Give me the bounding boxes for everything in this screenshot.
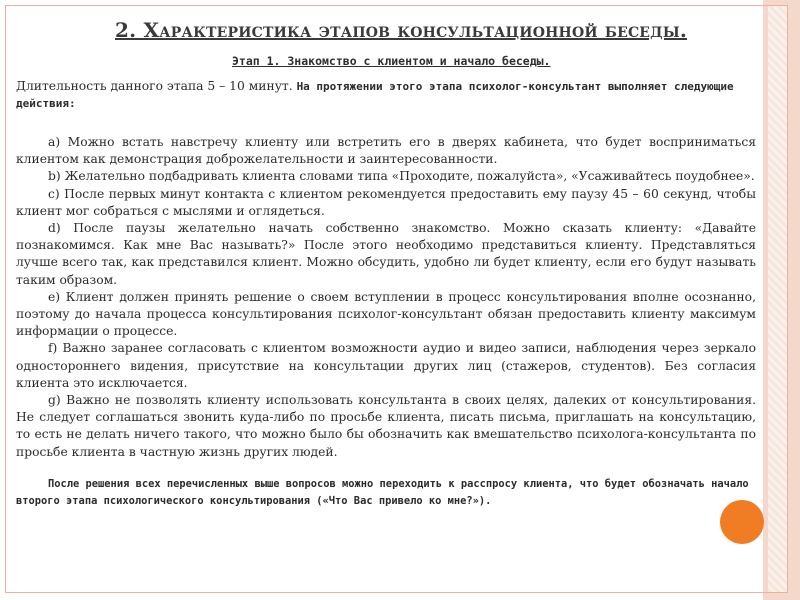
items-list: [16, 134, 756, 461]
stage-subtitle: Этап 1. Знакомство с клиентом и начало беседы.: [232, 54, 551, 68]
list-item: f) Важно заранее согласовать с клиентом возможности аудио и видео записи, наблюдения через зеркало одностороннего видения, присутствие на консультации других лиц (стажеров, студентов). Без согласия клиента это исключается.: [16, 341, 756, 390]
list-item: d) После паузы желательно начать собственно знакомство. Можно сказать клиенту: «Давайте познакомимся. Как мне Вас называть?» После этого необходимо представиться клиенту. Представляться лучше всего так, как представился клиент. Можно обсудить, удобно ли будет клиенту, если его будут называть таким образом.: [16, 221, 756, 287]
list-item: b) Желательно подбадривать клиента словами типа «Проходите, пожалуйста», «Усаживайтесь поудобнее».: [48, 169, 755, 184]
list-item: c) После первых минут контакта с клиентом рекомендуется предоставить ему паузу 45 – 60 секунд, чтобы клиент мог собраться с мыслями и оглядеться.: [16, 186, 756, 218]
intro-bold: На протяжении этого этапа психолог-консультант выполняет следующие действия:: [16, 80, 734, 110]
list-item: a) Можно встать навстречу клиенту или встретить его в дверях кабинета, что будет восприниматься клиентом как демонстрация доброжелательности и заинтересованности.: [16, 135, 756, 167]
orange-circle-decoration: [720, 500, 764, 544]
intro-duration: Длительность данного этапа 5 – 10 минут.: [16, 79, 297, 93]
conclusion-paragraph: После решения всех перечисленных выше вопросов можно переходить к расспросу клиента, что будет обозначать начало второго этапа психологического консультирования («Что Вас привело ко мне?»).: [16, 478, 749, 507]
list-item: g) Важно не позволять клиенту использовать консультанта в своих целях, далеких от консультирования. Не следует соглашаться звонить куда-либо по просьбе клиента, писать письма, приглашать на консультацию, то есть не делать ничего такого, что можно было бы обозначить как вмешательство психолога-консультанта по просьбе клиента в частную жизнь других людей.: [16, 393, 756, 459]
list-item: e) Клиент должен принять решение о своем вступлении в процесс консультирования вполне осознанно, поэтому до начала процесса консультирования психолог-консультант обязан предоставить клиенту максимум информации о процессе.: [16, 289, 756, 339]
slide-title: 2. Характеристика этапов консультационной беседы.: [115, 18, 688, 42]
intro-paragraph: [16, 78, 756, 112]
